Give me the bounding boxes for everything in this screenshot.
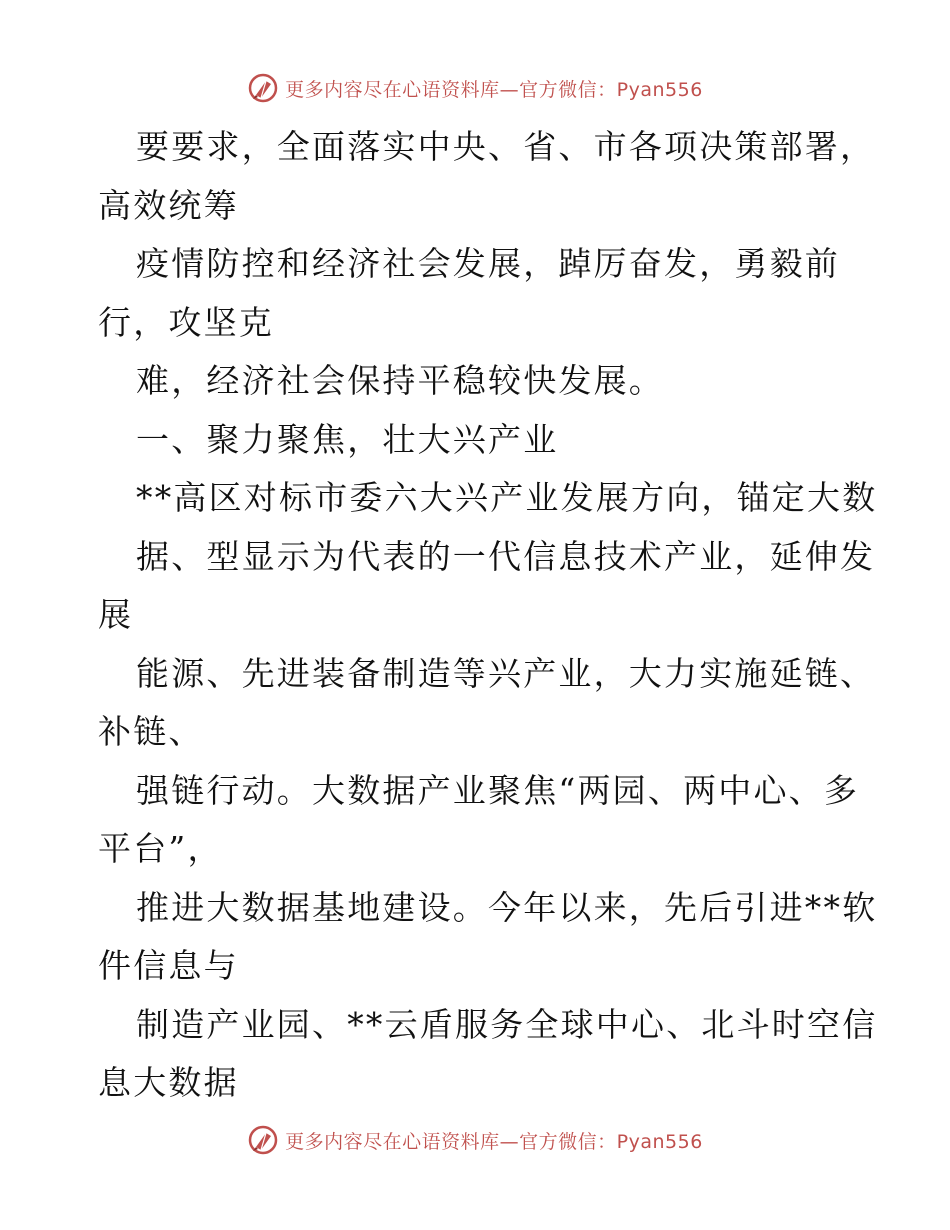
text-line: 能源、先进装备制造等兴产业，大力实施延链、 [136, 653, 876, 693]
document-body [98, 118, 878, 1113]
text-line: 难，经济社会保持平稳较快发展。 [136, 361, 664, 400]
text-line: 补链、 [98, 712, 204, 751]
text-line: 疫情防控和经济社会发展，踔厉奋发，勇毅前 [136, 244, 840, 283]
header-banner-text: 更多内容尽在心语资料库—官方微信：Pyan556 [285, 78, 703, 101]
text-line: 要要求，全面落实中央、省、市各项决策部署， [136, 127, 876, 166]
header-banner [0, 68, 950, 108]
text-line: 行，攻坚克 [98, 302, 274, 342]
text-line: 展 [98, 595, 134, 634]
text-line: 息大数据 [98, 1063, 239, 1102]
pen-nib-logo-icon [247, 72, 279, 104]
text-line: 推进大数据基地建设。今年以来，先后引进**软 [136, 887, 878, 927]
pen-nib-logo-icon [247, 1124, 279, 1156]
section-heading: 一、聚力聚焦，壮大兴产业 [136, 419, 559, 459]
text-line: **高区对标市委六大兴产业发展方向，锚定大数 [136, 478, 878, 517]
footer-banner-text: 更多内容尽在心语资料库—官方微信：Pyan556 [285, 1130, 703, 1153]
footer-banner [0, 1120, 950, 1160]
text-line: 件信息与 [98, 946, 239, 985]
text-line: 平台”， [98, 829, 223, 868]
text-line: 高效统筹 [98, 185, 239, 225]
text-line: 据、型显示为代表的一代信息技术产业，延伸发 [136, 536, 876, 576]
text-line: 强链行动。大数据产业聚焦“两园、两中心、多 [136, 770, 860, 810]
text-line: 制造产业园、**云盾服务全球中心、北斗时空信 [136, 1004, 878, 1044]
